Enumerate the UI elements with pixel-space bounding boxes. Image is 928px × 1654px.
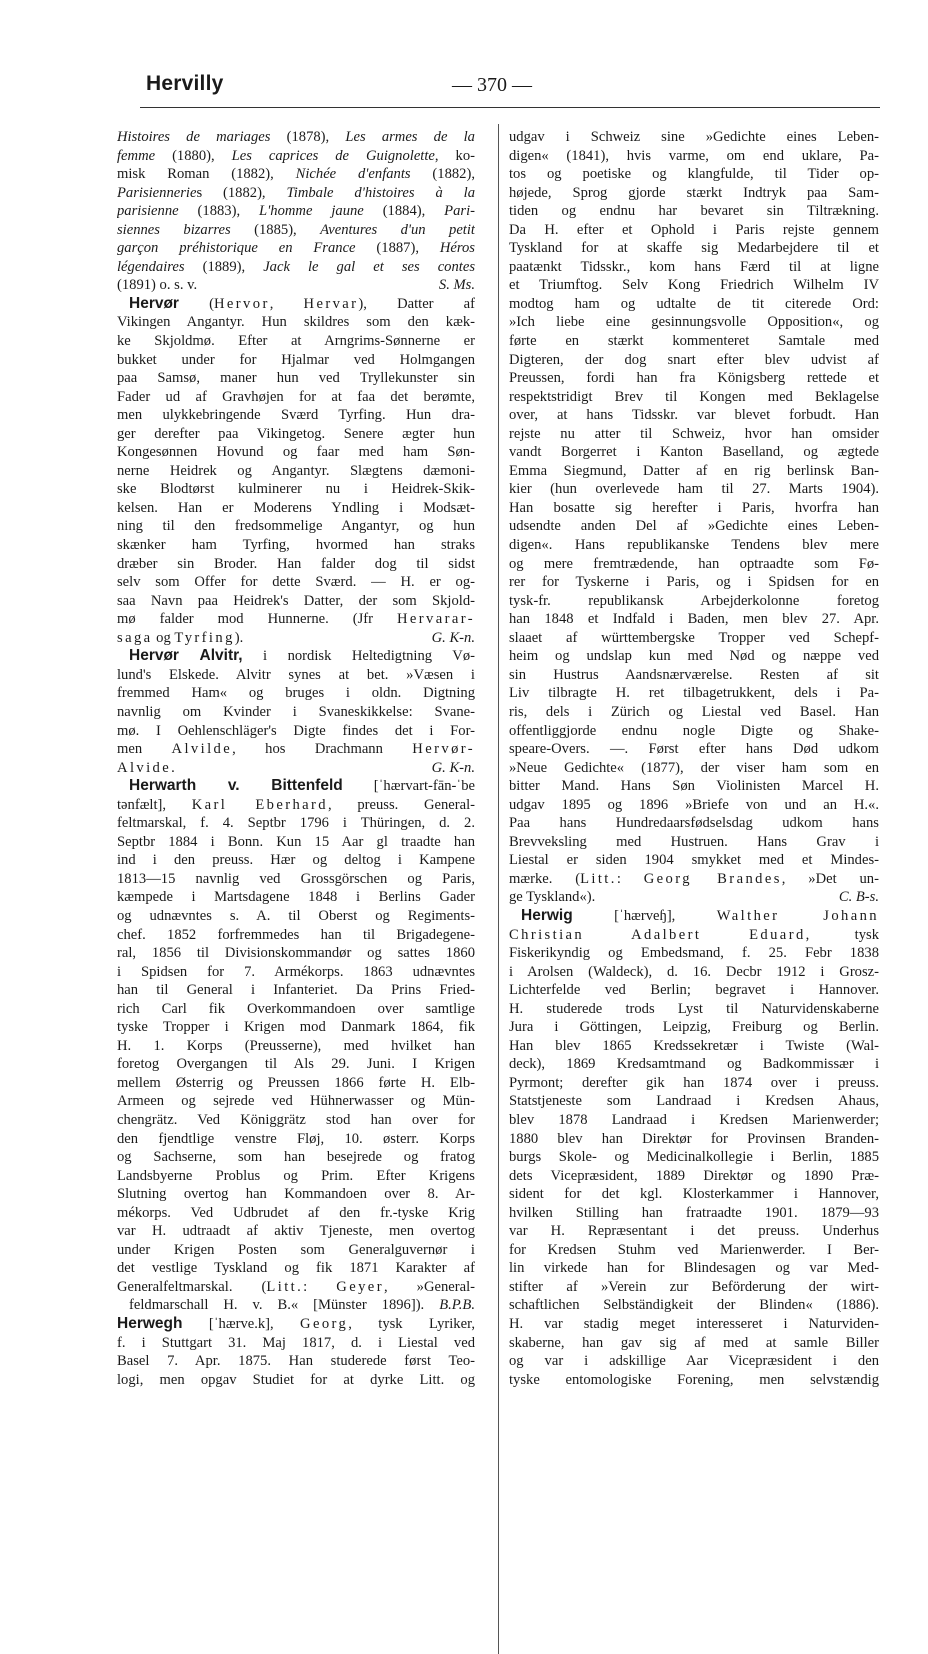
text-line: Liestal er siden 1904 smykket med et Mindes- (509, 852, 879, 869)
text-line: Armeen og sejrede ved Hühnerwasser og Mün- (117, 1093, 475, 1110)
text-line: Landsbyerne Problus og Prim. Efter Krigens (117, 1167, 475, 1184)
text-line: burgs Skole- og Medicinalkollegie i Berlin, 1885 (509, 1149, 879, 1166)
text-line: Jura i Göttingen, Leipzig, Freiburg og Berlin. (509, 1019, 879, 1036)
text-line: udgav i Schweiz sine »Gedichte eines Leben- (509, 129, 879, 145)
text-line: vandt Borgerret i Kanton Baselland, og ægtede (509, 444, 879, 461)
text-line: »Ich liebe eine gesinnungsvolle Opposition«, og (509, 314, 879, 331)
text-line: et Triumftog. Selv Kong Friedrich Wilhelm IV (509, 277, 879, 294)
text-line: Brevveksling med Hustruen. Hans Grav i (509, 833, 879, 850)
text-line: ral, 1856 til Divisionskommandør og sattes 1860 (117, 945, 475, 962)
text-line: rer for Tyskerne i Paris, og i Spidsen for en (509, 574, 879, 591)
text-line: foretog Overgangen til Als 29. Juni. I Krigen (117, 1056, 475, 1073)
text-line: Parisienneries (1882), Timbale d'histoires à la (117, 184, 475, 201)
text-line: tos og poetiske og klangfulde, til Tider op- (509, 166, 879, 183)
text-line: førte en stærkt kommenteret Samtale med (509, 333, 879, 350)
text-line: heim og undslap kun med Nød og næppe ved (509, 648, 879, 665)
text-line: 1813—15 navnlig ved Grossgörschen og Paris, (117, 870, 475, 887)
text-line: tiden og endnu har bevaret sin Tiltrækning. (509, 203, 879, 220)
text-line: dets Vicepræsident, 1889 Direktør og 1890 Præ- (509, 1167, 879, 1184)
text-line: feltmarskal, f. 4. Septbr 1796 i Thüringen, d. 2. (117, 815, 475, 832)
text-line: digen« (1841), hvis varme, om end uklare, Pa- (509, 147, 879, 164)
text-line: ris, dels i Zürich og Liestal ved Basel. Han (509, 703, 879, 720)
text-line: fremmed Ham« og bruges i oldn. Digtning (117, 685, 475, 702)
text-line: i Arolsen (Waldeck), d. 16. Decbr 1912 i Grosz- (509, 963, 879, 980)
text-line: logi, men opgav Studiet for at dyrke Litt. og (117, 1371, 475, 1388)
text-line: mærke. (Litt.: Georg Brandes, »Det un- (509, 870, 879, 887)
text-line: udgav 1895 og 1896 »Briefe von und an H.«. (509, 796, 879, 813)
text-line: femme (1880), Les caprices de Guignolette, ko- (117, 147, 475, 164)
text-line: slaaet af württembergske Tropper ved Schepf- (509, 629, 879, 646)
text-line: sin Hustrus Aandsnærværelse. Resten af sit (509, 666, 879, 683)
text-line: Hervør (Hervor, Hervar), Datter af (129, 294, 475, 312)
text-line: Generalfeltmarskal. (Litt.: Geyer, »General- (117, 1278, 475, 1295)
text-line: feldmarschall H. v. B.« [Münster 1896]). B.P.B. (129, 1297, 475, 1314)
text-line: Vikingen Angantyr. Hun skildres som den kæk- (117, 314, 475, 331)
text-line: Christian Adalbert Eduard, tysk (509, 926, 879, 943)
text-line: det vestlige Tyskland og fik 1871 Karakter af (117, 1260, 475, 1277)
text-line: parisienne (1883), L'homme jaune (1884), Pari- (117, 203, 475, 220)
text-line: deck), 1869 Kredsamtmand og Badkommissær i (509, 1056, 879, 1073)
text-line: chef. 1852 forfremmedes han til Brigadegene- (117, 926, 475, 943)
column-divider (498, 124, 499, 1654)
text-line: i Spidsen for 7. Armékorps. 1863 udnævntes (117, 963, 475, 980)
text-line: kæmpede i Martsdagene 1848 i Berlins Gader (117, 889, 475, 906)
text-line: ning til den fredsommelige Angantyr, og hun (117, 518, 475, 535)
running-headword: Hervilly (146, 72, 224, 95)
text-line: Herwegh [ˈhærve.k], Georg, tysk Lyriker, (117, 1315, 475, 1332)
text-line: »Neue Gedichte« (1877), der viser ham som en (509, 759, 879, 776)
text-line: men Alvilde, hos Drachmann Hervør- (117, 741, 475, 758)
text-line: schaftlichen Selbständigkeit der Blinden« (1886). (509, 1297, 879, 1314)
text-line: tǝnfælt], Karl Eberhard, preuss. General- (117, 796, 475, 813)
text-line: blev 1878 Landraad i Kredsen Marienwerder; (509, 1111, 879, 1128)
text-line: offentliggjorde endnu nogle Digte og Shake- (509, 722, 879, 739)
text-line: Digteren, der dog snart efter blev udvist af (509, 351, 879, 368)
text-line: Statstjeneste som Landraad i Kredsen Ahaus, (509, 1093, 879, 1110)
text-line: Kongesønnen Hovund og faar med ham Søn- (117, 444, 475, 461)
text-line: Histoires de mariages (1878), Les armes de la (117, 129, 475, 145)
author-signature: C. B-s. (838, 889, 879, 906)
text-line: digen«. Hans republikanske Tendens blev mere (509, 537, 879, 554)
text-line: ger derefter paa Vikingetog. Senere ægter hun (117, 425, 475, 442)
header-rule (140, 107, 880, 108)
text-line: bukket under for Hjalmar ved Holmgangen (117, 351, 475, 368)
text-line: Basel 7. Apr. 1875. Han studerede først Teo- (117, 1353, 475, 1370)
text-line: og var i adskillige Aar Vicepræsident i den (509, 1353, 879, 1370)
text-line: og mere fremtrædende, han optraadte som Fø- (509, 555, 879, 572)
text-line: speare-Overs. —. Først efter hans Død udkom (509, 741, 879, 758)
text-line: hvilken Stilling han fratraadte 1901. 1879—93 (509, 1204, 879, 1221)
text-line: Septbr 1884 i Bonn. Kun 15 Aar gl traadte han (117, 833, 475, 850)
text-line: han 1848 et Indfald i Baden, men blev 27. Apr. (509, 611, 879, 628)
text-line: kelsen. Han er Moderens Yndling i Modsæt- (117, 499, 475, 516)
text-line: lin virkede han for Blindesagen og var Med- (509, 1260, 879, 1277)
text-line: ge Tyskland«). C. B-s. (509, 889, 879, 906)
text-line: over, at hans Tidsskr. var blevet forbudt. Han (509, 407, 879, 424)
text-line: kier (hun overlevede ham til 27. Marts 1904). (509, 481, 879, 498)
text-line: siennes bizarres (1885), Aventures d'un petit (117, 221, 475, 238)
text-line: Paa hans Hundredaarsfødselsdag udkom hans (509, 815, 879, 832)
text-line: bitter Mand. Hans Søn Violinisten Marcel H. (509, 778, 879, 795)
text-line: Emma Siegmund, Datter af en rig berlinsk Ban- (509, 462, 879, 479)
text-line: den fjendtlige venstre Fløj, 10. østerr. Korps (117, 1130, 475, 1147)
text-line: skaberne, han gav sig af med at samle Biller (509, 1334, 879, 1351)
text-line: tysk-fr. republikansk Arbejderkolonne foretog (509, 592, 879, 609)
text-line: garçon préhistorique en France (1887), Héros (117, 240, 475, 257)
page-header (140, 72, 880, 102)
text-line: Tyskland for at skaffe sig Medarbejdere til et (509, 240, 879, 257)
text-line: saga og Tyrfing). G. K-n. (117, 629, 475, 646)
text-line: og udnævntes s. A. til Oberst og Regiments- (117, 907, 475, 924)
text-line: var H. udtraadt af aktiv Tjeneste, men overtog (117, 1223, 475, 1240)
text-line: mellem Østerrig og Preussen 1866 førte H. Elb- (117, 1074, 475, 1091)
text-line: selv som Offer for dette Sværd. — H. er og- (117, 574, 475, 591)
text-line: Pyrmont; derefter gik han 1874 over i preuss. (509, 1074, 879, 1091)
text-line: under Krigen Posten som Generalguvernør i (117, 1241, 475, 1258)
text-line: mø. I Oehlenschläger's Digte findes det i For- (117, 722, 475, 739)
text-line: misk Roman (1882), Nichée d'enfants (1882), (117, 166, 475, 183)
text-line: Fiskerikyndig og Embedsmand, f. 25. Febr 1838 (509, 945, 879, 962)
text-line: H. var stadig meget interesseret i Naturviden- (509, 1316, 879, 1332)
text-line: for Kredsen Stuhm ved Marienwerder. I Ber- (509, 1241, 879, 1258)
text-line: Han blev 1865 Kredssekretær i Twiste (Wal- (509, 1037, 879, 1054)
text-line: Herwarth v. Bittenfeld [ˈhærvart-fān-ˈbe (129, 777, 475, 795)
author-signature: G. K-n. (431, 759, 475, 776)
text-line: Da H. efter et Ophold i Paris rejste gennem (509, 221, 879, 238)
page-number: — 370 — (452, 74, 532, 96)
text-line: f. i Stuttgart 31. Maj 1817, d. i Liestal ved (117, 1334, 475, 1351)
text-line: Herwig [ˈhærveɧ], Walther Johann (521, 906, 879, 924)
text-line: højede, Sprog gjorde stærkt Indtryk paa Sam- (509, 184, 879, 201)
text-line: dræber sin Broder. Han falder dog til sidst (117, 555, 475, 572)
text-line: udsendte anden Del af »Gedichte eines Leben- (509, 518, 879, 535)
text-line: og Sachserne, som han besejrede og fratog (117, 1149, 475, 1166)
right-column (509, 128, 879, 1389)
text-line: Preussen, fordi han fra Königsberg rettede et (509, 370, 879, 387)
text-line: paa Samsø, maner hun ved Tryllekunster sin (117, 370, 475, 387)
text-line: modtog ham og udtalte de tit citerede Ord: (509, 295, 879, 312)
text-line: mø falder mod Hunnerne. (Jfr Hervarar- (117, 611, 475, 628)
text-line: Hervør Alvitr, i nordisk Heltedigtning Vø- (129, 647, 475, 665)
text-line: Lichterfelde ved Berlin; begravet i Hannover. (509, 982, 879, 999)
text-line: chengrätz. Ved Königgrätz stod han over for (117, 1111, 475, 1128)
text-line: saa Navn paa Heidrek's Datter, der som Skjold- (117, 592, 475, 609)
text-line: (1891) o. s. v. S. Ms. (117, 277, 475, 294)
text-line: skænker ham Tyrfing, hvormed han straks (117, 537, 475, 554)
text-line: Alvide. G. K-n. (117, 759, 475, 776)
text-line: stifter af »Verein zur Beförderung der wirt- (509, 1278, 879, 1295)
text-line: tyske entomologiske Forening, men selvstændig (509, 1371, 879, 1388)
text-line: tyske Tropper i Krigen mod Danmark 1864, fik (117, 1019, 475, 1036)
author-signature: G. K-n. (431, 629, 475, 646)
text-line: rejste nu atter til Schweiz, hvor han omsider (509, 425, 879, 442)
text-line: paatænkt Tidsskr., kom hans Færd til at ligne (509, 258, 879, 275)
text-line: H. studerede trods Lyst til Naturvidenskaberne (509, 1000, 879, 1017)
text-line: men ulykkebringende Sværd Tyrfing. Hun dra- (117, 407, 475, 424)
left-column (117, 128, 475, 1389)
text-line: var H. Repræsentant i det preuss. Underhus (509, 1223, 879, 1240)
text-line: ind i den preuss. Hær og deltog i Kampene (117, 852, 475, 869)
text-line: ske Blodtørst kulminerer nu i Heidrek-Skik- (117, 481, 475, 498)
text-line: ke Skjoldmø. Efter at Arngrims-Sønnerne er (117, 333, 475, 350)
text-line: mékorps. Ved Udbrudet af den fr.-tyske Krig (117, 1204, 475, 1221)
text-line: H. 1. Korps (Preusserne), med hvilket han (117, 1037, 475, 1054)
text-line: Slutning overtog han Kommandoen over 8. Ar- (117, 1186, 475, 1203)
text-line: navnlig om Kvinder i Svaneskikkelse: Svane- (117, 703, 475, 720)
text-line: Liv tilbragte H. ret tilbagetrukkent, dels i Pa- (509, 685, 879, 702)
text-line: rich Carl fik Overkommandoen over samtlige (117, 1000, 475, 1017)
text-line: lund's Elskede. Alvitr synes at bet. »Væsen i (117, 666, 475, 683)
text-line: han til General i Infanteriet. Da Prins Fried- (117, 982, 475, 999)
text-line: 1880 blev han Direktør for Provinsen Branden- (509, 1130, 879, 1147)
text-line: respektstridigt Brev til Kongen med Beklagelse (509, 388, 879, 405)
text-line: Han bosatte sig herefter i Paris, hvorfra han (509, 499, 879, 516)
text-line: légendaires (1889), Jack le gal et ses contes (117, 258, 475, 275)
text-line: sident for det kgl. Klosterkammer i Hannover, (509, 1186, 879, 1203)
text-line: nerne Heidrek og Angantyr. Slægtens dæmoni- (117, 462, 475, 479)
author-signature: S. Ms. (438, 277, 475, 294)
text-line: Fader ud af Gravhøjen for at faa det berømte, (117, 388, 475, 405)
